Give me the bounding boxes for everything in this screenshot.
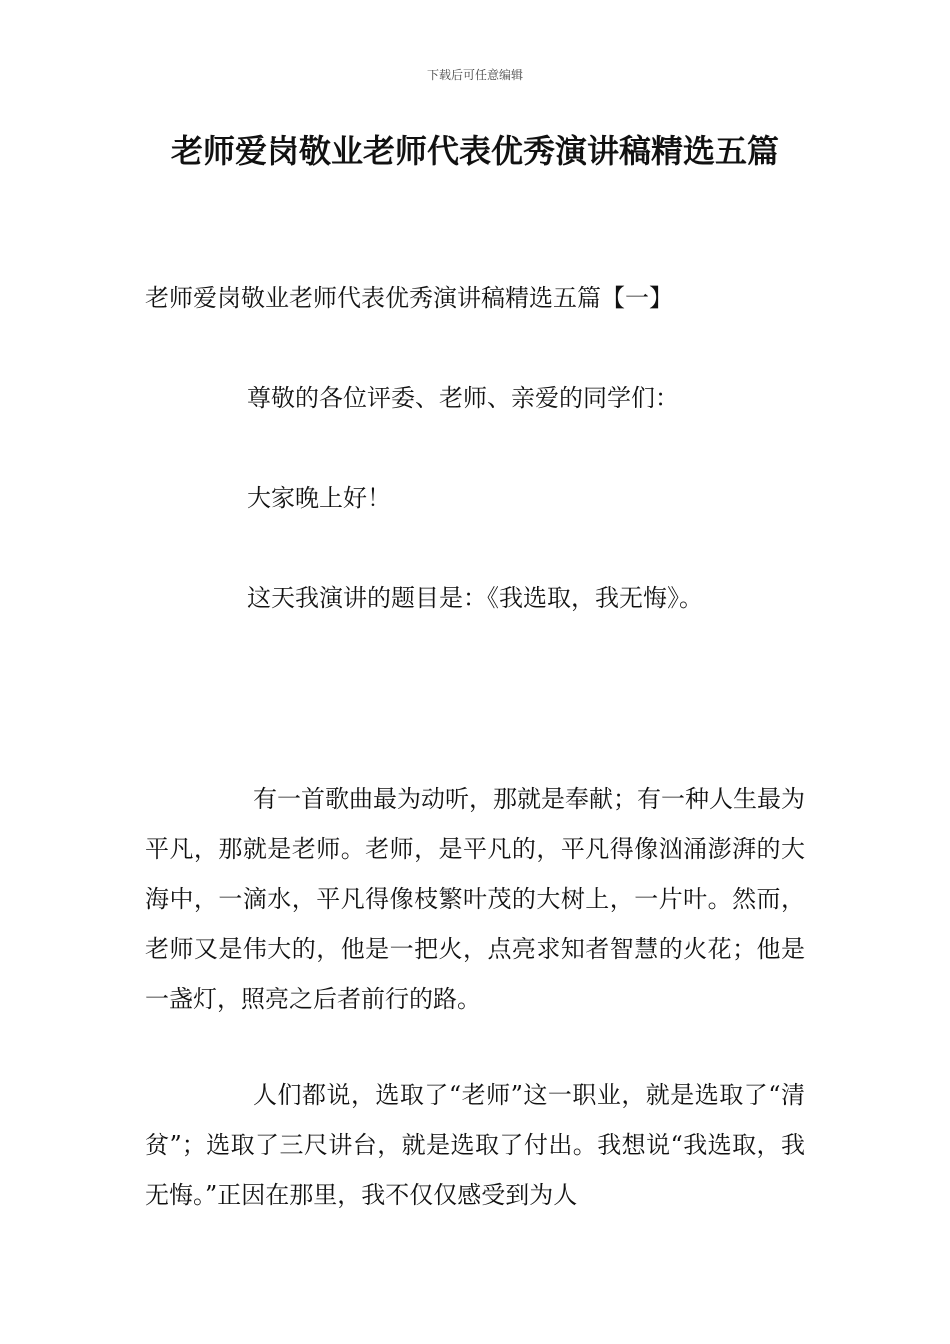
greeting-line: 大家晚上好！ — [247, 484, 391, 512]
topic-line: 这天我演讲的题目是：《我选取，我无悔》。 — [247, 584, 703, 612]
body-paragraph-2: 人们都说，选取了“老师”这一职业，就是选取了“清贫”；选取了三尺讲台，就是选取了付出。我想说“我选取，我无悔。”正因在那里，我不仅仅感受到为人 — [145, 1081, 805, 1209]
salutation-line: 尊敬的各位评委、老师、亲爱的同学们： — [247, 384, 679, 412]
section-heading: 老师爱岗敬业老师代表优秀演讲稿精选五篇【一】 — [145, 284, 673, 312]
document-title: 老师爱岗敬业老师代表优秀演讲稿精选五篇 — [170, 132, 779, 170]
header-note: 下载后可任意编辑 — [426, 68, 523, 82]
body-paragraph-1: 有一首歌曲最为动听，那就是奉献；有一种人生最为平凡，那就是老师。老师，是平凡的，平凡得像汹涌澎湃的大海中，一滴水，平凡得像枝繁叶茂的大树上，一片叶。然而，老师又是伟大的，他是一把火，点亮求知者智慧的火花；他是一盏灯，照亮之后者前行的路。 — [145, 785, 805, 1013]
